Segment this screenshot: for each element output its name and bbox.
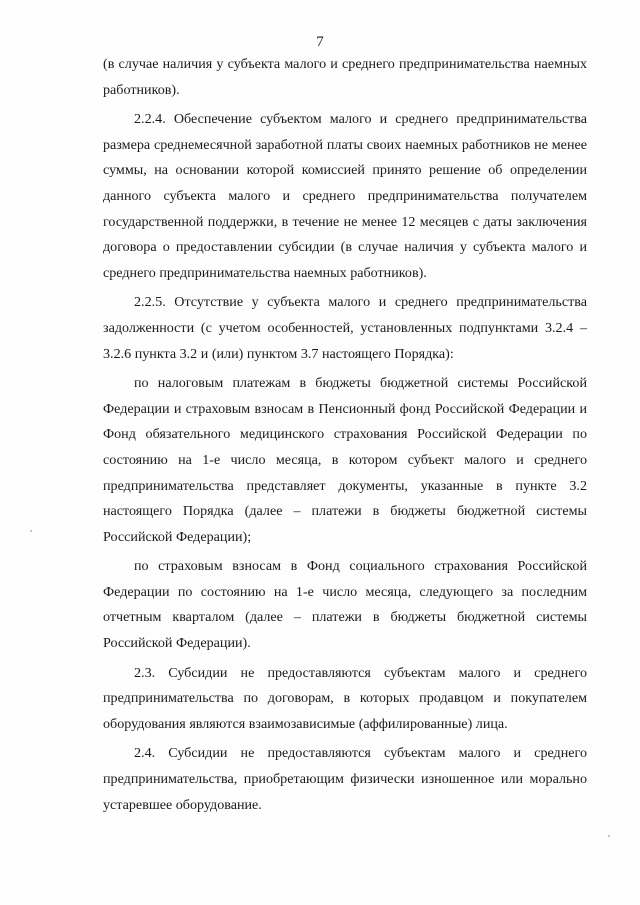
paragraph-clause-2-3: 2.3. Субсидии не предоставляются субъектам малого и среднего предпринимательства по договорам, в которых продавцом и покупателем оборудования являются взаимозависимые (аффилированные) лица. — [103, 664, 587, 732]
document-body — [103, 52, 587, 822]
scan-speck — [30, 530, 32, 532]
page-number: 7 — [316, 34, 324, 50]
paragraph-clause-2-2-5: 2.2.5. Отсутствие у субъекта малого и среднего предпринимательства задолженности (с учетом особенностей, установленных подпунктами 3.2.4 – 3.2.6 пункта 3.2 и (или) пунктом 3.7 настоящего Порядка): — [103, 294, 587, 362]
scan-speck — [608, 835, 610, 837]
paragraph-clause-2-2-4: 2.2.4. Обеспечение субъектом малого и среднего предпринимательства размера среднемесячной заработной платы своих наемных работников не менее суммы, на основании которой комиссией принято решение об определении данного субъекта малого и среднего предпринимательства получателем государственной поддержки, в течение не менее 12 месяцев с даты заключения договора о предоставлении субсидии (в случае наличия у субъекта малого и среднего предпринимательства наемных работников). — [103, 111, 587, 281]
paragraph-clause-2-2-5-insurance: по страховым взносам в Фонд социального страхования Российской Федерации по состоянию на 1-е число месяца, следующего за последним отчетным кварталом (далее – платежи в бюджеты бюджетной системы Российской Федерации). — [103, 558, 587, 652]
paragraph-clause-2-4: 2.4. Субсидии не предоставляются субъектам малого и среднего предпринимательства, приобретающим физически изношенное или морально устаревшее оборудование. — [103, 745, 587, 813]
paragraph-intro-continuation: (в случае наличия у субъекта малого и среднего предпринимательства наемных работников). — [103, 56, 587, 98]
paragraph-clause-2-2-5-taxes: по налоговым платежам в бюджеты бюджетной системы Российской Федерации и страховым взносам в Пенсионный фонд Российской Федерации и Фонд обязательного медицинского страхования Российской Федерации по состоянию на 1-е число месяца, в котором субъект малого и среднего предпринимательства представляет документы, указанные в пункте 3.2 настоящего Порядка (далее – платежи в бюджеты бюджетной системы Российской Федерации); — [103, 375, 587, 545]
